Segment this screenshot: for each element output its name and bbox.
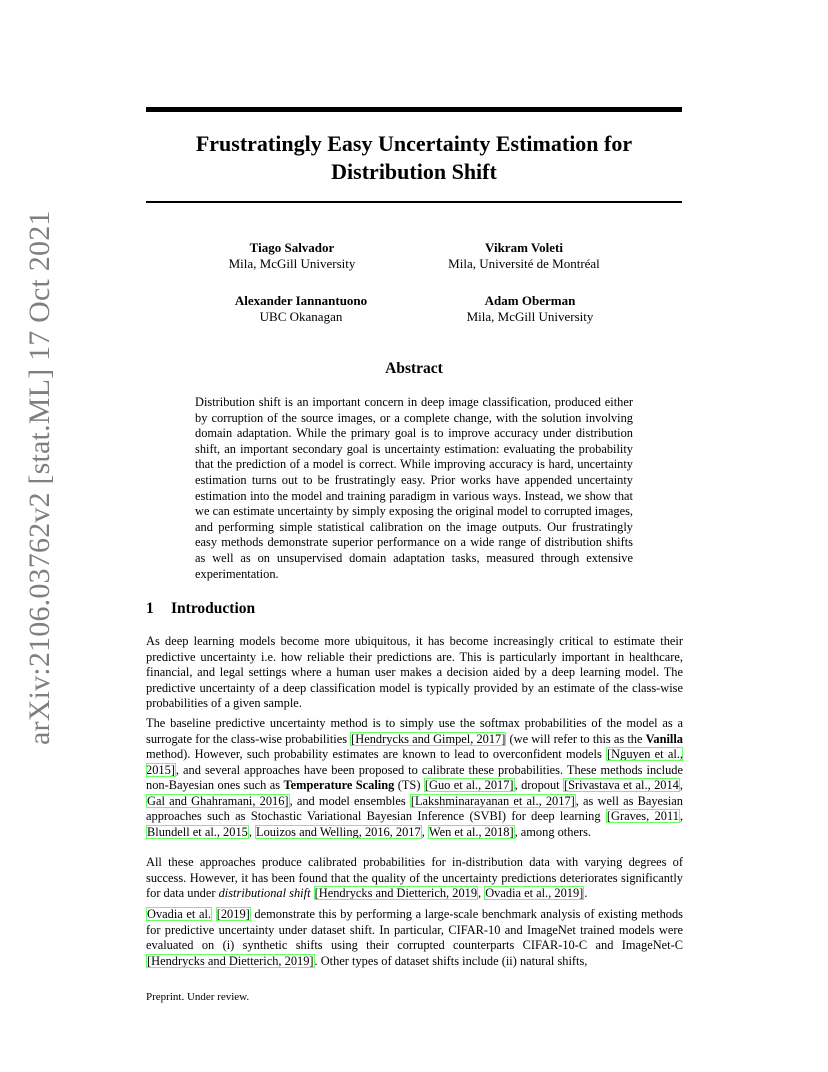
author-affiliation: Mila, McGill University [466,309,594,324]
author-name: Vikram Voleti [485,240,563,255]
citation-link[interactable]: Ovadia et al. [147,907,212,921]
section-heading-introduction [146,599,682,619]
text-run: (TS) [394,778,424,792]
paper-title [146,130,682,186]
text-run: , [421,824,428,839]
arxiv-identifier-stamp: arXiv:2106.03762v2 [stat.ML] 17 Oct 2021 [23,210,56,745]
distributional-shift-term: distributional shift [218,886,311,900]
citation-link[interactable]: [Hendrycks and Dietterich, 2019 [314,886,478,900]
text-run: . [584,886,588,900]
text-run: demonstrate this by performing a large-scale benchmark analysis of existing methods for predictive uncertainty under dataset shift. In particular, CIFAR-10 and ImageNet trained models were evaluated on (i) synthetic shifts using their corrupted counterparts CIFAR-10-C and ImageNet-C [146,907,683,952]
title-line-1: Frustratingly Easy Uncertainty Estimation for [195,131,633,156]
intro-paragraph-4 [146,907,683,969]
author-name: Tiago Salvador [249,240,335,255]
text-run: , [248,824,256,839]
citation-link[interactable]: Wen et al., 2018] [428,824,514,839]
author-affiliation: Mila, McGill University [228,256,356,271]
text-run: , [679,809,683,823]
text-run: , [679,778,683,792]
abstract-text: Distribution shift is an important concern in deep image classification, produced either by corruption of the source images, or a complete change, with the solution involving domain adaptation. While the primary goal is to improve accuracy under distribution shift, an important secondary goal is uncertainty estimation: evaluating the probability that the prediction of a model is correct. While improving accuracy is hard, uncertainty estimation turns out to be frustratingly easy. Prior works have appended uncertainty estimation into the model and training paradigm in various ways. Instead, we show that we can estimate uncertainty by simply exposing the original model to corrupted images, and performing simple statistical calibration on the image outputs. Our frustratingly easy methods demonstrate superior performance on a wide range of distribution shifts as well as on unsupervised domain adaptation tasks, measured through extensive experimentation. [195,395,633,581]
abstract-heading: Abstract [385,360,443,377]
citation-link[interactable]: Blundell et al., 2015 [147,824,248,839]
author-block-1 [162,240,422,272]
intro-paragraph-3 [146,855,683,902]
citation-link[interactable]: [Lakshminarayanan et al., 2017] [410,793,575,808]
citation-link[interactable]: [Srivastava et al., 2014 [564,778,679,792]
author-block-2 [394,240,654,272]
citation-link[interactable]: Ovadia et al., 2019] [485,886,584,900]
title-bottom-rule [146,201,682,203]
citation-link[interactable]: [2019] [216,907,250,921]
title-line-2: Distribution Shift [331,159,497,184]
text-run: method). However, such probability estimates are known to lead to overconfident models [146,747,607,761]
text-run: , among others. [514,824,591,839]
text-run: . Other types of dataset shifts include (ii) natural shifts, [314,953,588,968]
section-title: Introduction [171,600,256,617]
text-run: All these approaches produce calibrated probabilities for in-distribution data with varying degrees of success. However, it has been found that the quality of the uncertainty predictions deteriorates significantly for data under [146,855,683,900]
citation-link[interactable]: [Hendrycks and Gimpel, 2017] [351,731,506,746]
text-run: , [478,886,485,900]
intro-paragraph-2 [146,716,683,840]
title-top-rule [146,107,682,112]
author-affiliation: Mila, Université de Montréal [448,256,600,271]
text-run: , dropout [514,778,564,792]
temperature-scaling-term: Temperature Scaling [283,778,395,792]
citation-link[interactable]: [Hendrycks and Dietterich, 2019] [147,953,314,968]
citation-link[interactable]: [Nguyen et al., 2015] [146,747,683,777]
intro-paragraph-1: As deep learning models become more ubiquitous, it has become increasingly critical to estimate their predictive uncertainty i.e. how reliable their predictions are. This is particularly important in healthcare, financial, and legal settings where a human user makes a decision aided by a deep learning model. The predictive uncertainty of a deep classification model is typically provided by an estimate of the class-wise probabilities of a given sample. [146,634,683,710]
citation-link[interactable]: [Graves, 2011 [606,809,679,823]
text-run: (we will refer to this as the [506,731,646,746]
citation-link[interactable]: Louizos and Welling, 2016, 2017 [256,824,421,839]
citation-link[interactable]: Gal and Ghahramani, 2016] [147,793,289,808]
citation-link[interactable]: [Guo et al., 2017] [424,778,514,792]
author-block-4 [400,293,660,325]
vanilla-term: Vanilla [645,731,683,746]
author-name: Adam Oberman [484,293,576,308]
section-number: 1 [146,600,154,617]
text-run: , as well as Bayesian approaches such as Stochastic Variational Bayesian Inference (SVBI) for deep learning [146,793,683,823]
author-block-3 [171,293,431,325]
text-run: The baseline predictive uncertainty method is to simply use the softmax probabilities of the model as a surrogate for the class-wise probabilities [146,716,683,746]
author-affiliation: UBC Okanagan [259,309,343,324]
text-run: , and several approaches have been proposed to calibrate these probabilities. These methods include non-Bayesian ones such as [146,762,683,792]
author-name: Alexander Iannantuono [234,293,368,308]
text-run: , and model ensembles [289,793,410,808]
preprint-footer: Preprint. Under review. [146,991,250,1003]
